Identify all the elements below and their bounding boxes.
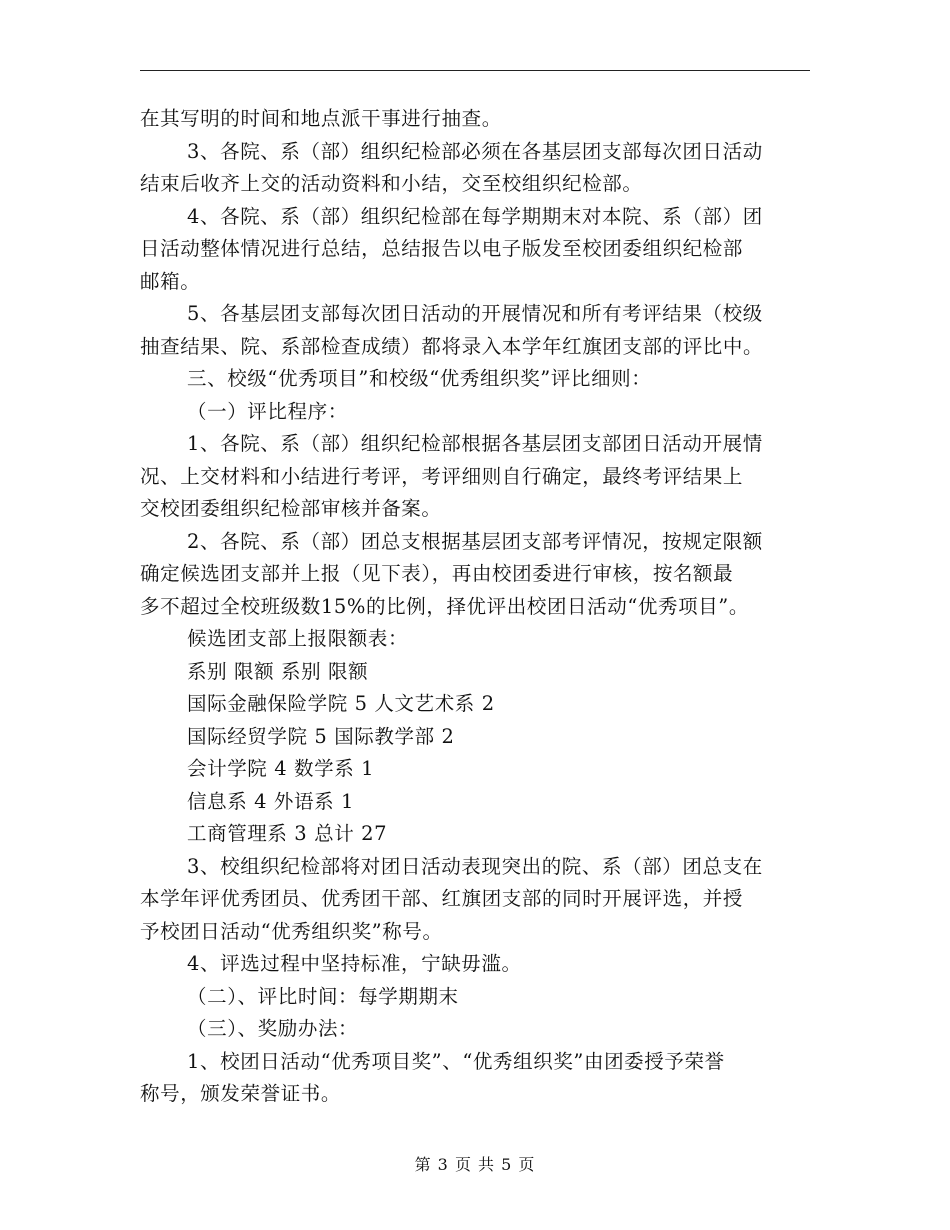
text-line: 候选团支部上报限额表： [187, 627, 409, 650]
header-rule [140, 70, 810, 71]
text-line: 予校团日活动“优秀组织奖”称号。 [140, 919, 443, 943]
text-line: 1、各院、系（部）组织纪检部根据各基层团支部团日活动开展情 [187, 432, 763, 455]
text-line: 信息系 4 外语系 1 [187, 789, 355, 813]
text-line: 会计学院 4 数学系 1 [187, 757, 375, 780]
text-line: 3、校组织纪检部将对团日活动表现突出的院、系（部）团总支在 [187, 854, 763, 878]
text-line: 在其写明的时间和地点派干事进行抽查。 [140, 107, 502, 130]
text-line: （三）、奖励办法： [187, 1017, 359, 1040]
text-line: 2、各院、系（部）团总支根据基层团支部考评情况，按规定限额 [187, 529, 763, 553]
text-line: 交校团委组织纪检部审核并备案。 [140, 497, 442, 520]
text-line: 日活动整体情况进行总结，总结报告以电子版发至校团委组织纪检部 [140, 237, 744, 260]
text-line: 结束后收齐上交的活动资料和小结，交至校组织纪检部。 [140, 172, 643, 195]
text-line: 三、校级“优秀项目”和校级“优秀组织奖”评比细则： [187, 367, 652, 390]
text-line: 确定候选团支部并上报（见下表），再由校团委进行审核，按名额最 [140, 562, 734, 585]
text-line: 3、各院、系（部）组织纪检部必须在各基层团支部每次团日活动 [187, 139, 763, 163]
text-line: 工商管理系 3 总计 27 [187, 822, 388, 845]
text-line: 4、各院、系（部）组织纪检部在每学期期末对本院、系（部）团 [187, 204, 763, 228]
text-line: 况、上交材料和小结进行考评，考评细则自行确定，最终考评结果上 [140, 464, 744, 488]
text-line: 本学年评优秀团员、优秀团干部、红旗团支部的同时开展评选，并授 [140, 887, 744, 910]
text-line: 1、校团日活动“优秀项目奖”、“优秀组织奖”由团委授予荣誉 [187, 1049, 725, 1073]
text-line: 称号，颁发荣誉证书。 [140, 1082, 342, 1105]
text-line: 系别 限额 系别 限额 [187, 659, 369, 683]
text-line: 国际经贸学院 5 国际教学部 2 [187, 724, 455, 748]
text-line: 多不超过全校班级数15%的比例，择优评出校团日活动“优秀项目”。 [140, 594, 749, 618]
body-text [140, 103, 810, 1111]
text-line: 5、各基层团支部每次团日活动的开展情况和所有考评结果（校级 [187, 302, 763, 325]
text-line: 4、评选过程中坚持标准，宁缺毋滥。 [187, 952, 522, 975]
text-line: （一）评比程序： [187, 399, 348, 423]
page-footer: 第 3 页 共 5 页 [414, 1155, 536, 1174]
text-line: 国际金融保险学院 5 人文艺术系 2 [187, 692, 495, 715]
text-line: 邮箱。 [140, 269, 201, 293]
text-line: （二）、评比时间：每学期期末 [187, 984, 459, 1008]
text-line: 抽查结果、院、系部检查成绩）都将录入本学年红旗团支部的评比中。 [140, 334, 764, 358]
